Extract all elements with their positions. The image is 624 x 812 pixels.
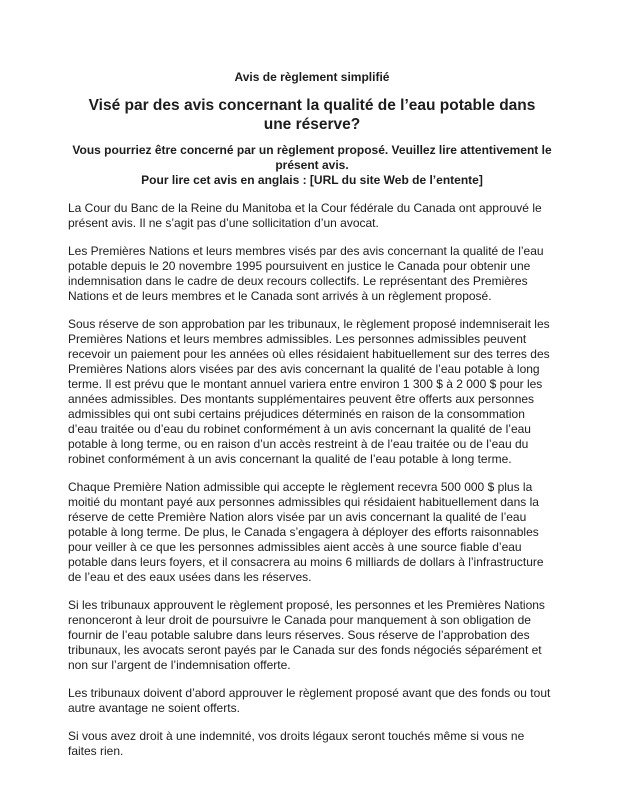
notice-subtitle: Vous pourriez être concerné par un règlement proposé. Veuillez lire attentivement le présent avis.	[72, 143, 552, 172]
paragraph-compensation-details: Sous réserve de son approbation par les tribunaux, le règlement proposé indemniserait les Premières Nations et leurs membres admissibles. Les personnes admissibles peuvent recevoir un paiement pour les années où elles résidaient habituellement sur des terres des Premières Nations alors visées par des avis concernant la qualité de l’eau potable à long terme. Il est prévu que le montant annuel variera entre environ 1 300 $ à 2 000 $ pour les années admissibles. Des montants supplémentaires peuvent être offerts aux personnes admissibles qui ont subi certains préjudices déterminés en raison de la consommation d’eau traitée ou d’eau du robinet conformément à un avis concernant la qualité de l’eau potable à long terme, ou en raison d’un accès restreint à de l’eau traitée ou de l’eau du robinet conformément à un avis concernant la qualité de l’eau potable à long terme.	[68, 317, 550, 466]
paragraph-court-approval: La Cour du Banc de la Reine du Manitoba et la Cour fédérale du Canada ont approuvé le présent avis. Il ne s’agit pas d’une sollicitation d’un avocat.	[68, 201, 542, 230]
notice-language-line: Pour lire cet avis en anglais : [URL du site Web de l’entente]	[141, 173, 483, 187]
paragraph-first-nation-payment: Chaque Première Nation admissible qui accepte le règlement recevra 500 000 $ plus la moitié du montant payé aux personnes admissibles qui résidaient habituellement dans la réserve de cette Première Nation alors visée par un avis concernant la qualité de l’eau potable à long terme. De plus, le Canada s’engagera à déployer des efforts raisonnables pour veiller à ce que les personnes admissibles aient accès à une source fiable d’eau potable dans leurs foyers, et il consacrera au moins 6 milliards de dollars à l’infrastructure de l’eau et des eaux usées dans les réserves.	[68, 480, 544, 584]
paragraph-class-actions: Les Premières Nations et leurs membres visés par des avis concernant la qualité de l’eau potable depuis le 20 novembre 1995 poursuivent en justice le Canada pour obtenir une indemnisation dans le cadre de deux recours collectifs. Le représentant des Premières Nations et de leurs membres et le Canada sont arrivés à un règlement proposé.	[68, 244, 544, 303]
notice-kicker: Avis de règlement simplifié	[234, 70, 390, 84]
notice-title: Visé par des avis concernant la qualité de l’eau potable dans une réserve?	[88, 97, 536, 133]
paragraph-release-of-claims: Si les tribunaux approuvent le règlement proposé, les personnes et les Premières Nations renonceront à leur droit de poursuivre le Canada pour manquement à son obligation de fournir de l’eau potable salubre dans leurs réserves. Sous réserve de l’approbation des tribunaux, les avocats seront payés par le Canada sur des fonds négociés séparément et non sur l’argent de l’indemnisation offerte.	[68, 598, 545, 672]
paragraph-legal-rights: Si vous avez droit à une indemnité, vos droits légaux seront touchés même si vous ne faites rien.	[68, 729, 525, 758]
paragraph-court-approval-required: Les tribunaux doivent d’abord approuver le règlement proposé avant que des fonds ou tout autre avantage ne soient offerts.	[68, 686, 551, 715]
